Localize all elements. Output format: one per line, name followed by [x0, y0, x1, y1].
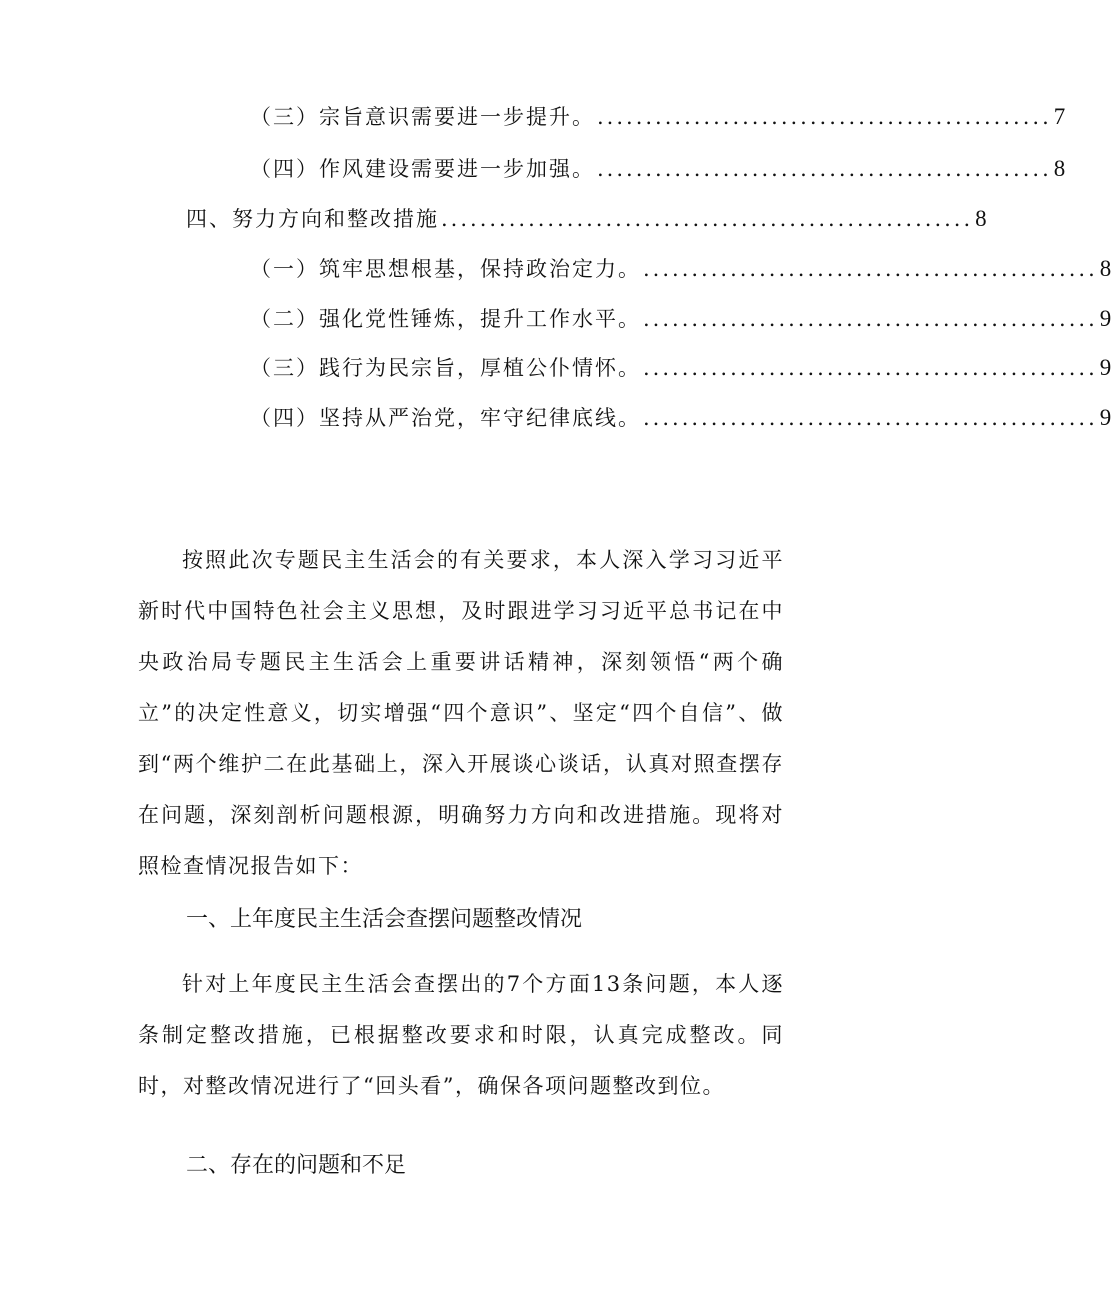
toc-entry-page: 9 — [1099, 355, 1111, 380]
toc-entry[interactable] — [250, 151, 1066, 187]
toc-leader-dots: ............................................... — [597, 157, 1052, 181]
toc-leader-dots: ............................................... — [643, 307, 1098, 331]
toc-entry-page: 9 — [1099, 306, 1111, 331]
toc-entry-page: 9 — [1099, 405, 1111, 430]
toc-entry-title: （一）筑牢思想根基，保持政治定力。 — [250, 257, 641, 281]
toc-entry[interactable] — [186, 201, 987, 237]
intro-paragraph: 按照此次专题民主生活会的有关要求，本人深入学习习近平新时代中国特色社会主义思想，及时跟进学习习近平总书记在中央政治局专题民主生活会上重要讲话精神，深刻领悟“两个确立”的决定性意义，切实增强“四个意识”、坚定“四个自信”、做到“两个维护二在此基础上，深入开展谈心谈话，认真对照查摆存在问题，深刻剖析问题根源，明确努力方向和改进措施。现将对照检查情况报告如下： — [138, 548, 784, 878]
toc-entry-title: 四、努力方向和整改措施 — [186, 207, 439, 231]
toc-entry-page: 8 — [1099, 256, 1111, 281]
toc-entry-page: 8 — [975, 206, 987, 231]
toc-leader-dots: ............................................... — [643, 356, 1098, 380]
section-1-paragraph: 针对上年度民主生活会查摆出的7个方面13条问题，本人逐条制定整改措施，已根据整改要求和时限，认真完成整改。同时，对整改情况进行了“回头看”，确保各项问题整改到位。 — [138, 972, 784, 1098]
section-heading-2: 二、存在的问题和不足 — [186, 1153, 407, 1178]
toc-entry-page: 8 — [1053, 156, 1066, 181]
toc-leader-dots: ............................................... — [597, 105, 1052, 129]
toc-entry[interactable] — [250, 99, 1066, 135]
toc-entry-page: 7 — [1053, 104, 1066, 129]
toc-leader-dots: ............................................... — [643, 406, 1098, 430]
toc-entry-title: （四）作风建设需要进一步加强。 — [250, 157, 595, 181]
toc-leader-dots: ............................................... — [643, 257, 1098, 281]
toc-entry[interactable] — [250, 301, 1111, 337]
toc-entry-title: （三）践行为民宗旨，厚植公仆情怀。 — [250, 356, 641, 380]
toc-entry-title: （四）坚持从严治党，牢守纪律底线。 — [250, 406, 641, 430]
toc-entry-title: （三）宗旨意识需要进一步提升。 — [250, 105, 595, 129]
section-heading-1: 一、上年度民主生活会查摆问题整改情况 — [186, 907, 583, 932]
toc-entry[interactable] — [250, 251, 1111, 287]
toc-entry-title: （二）强化党性锤炼，提升工作水平。 — [250, 307, 641, 331]
toc-leader-dots: ....................................................... — [441, 207, 974, 231]
toc-entry[interactable] — [250, 400, 1111, 436]
toc-entry[interactable] — [250, 350, 1111, 386]
